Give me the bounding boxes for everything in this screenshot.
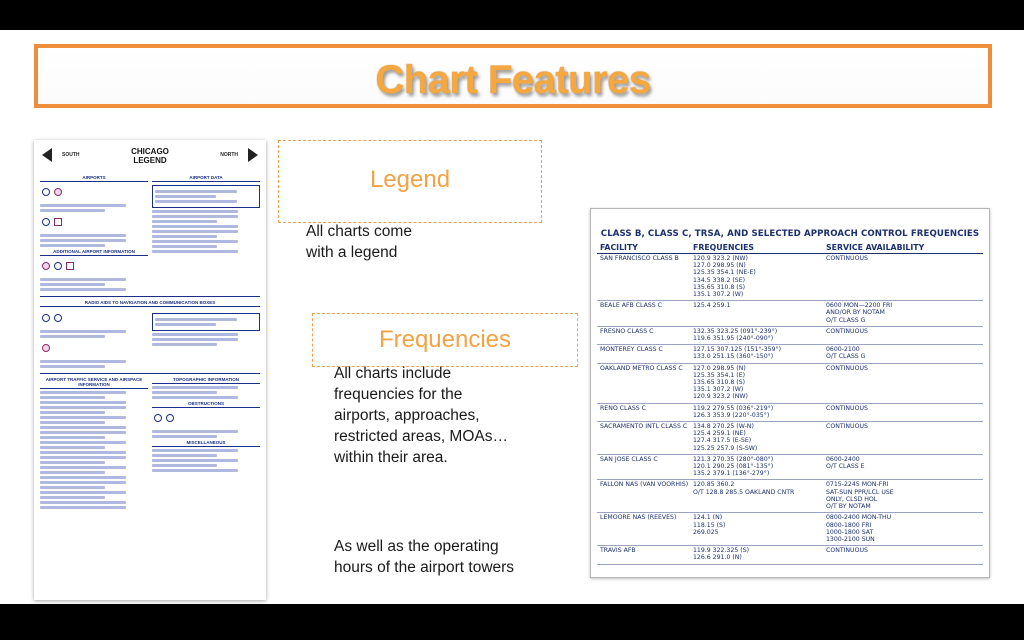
service-line: O/T BY NOTAM xyxy=(826,503,871,511)
legend-radio-aids-heading: RADIO AIDS TO NAVIGATION AND COMMUNICATION BOXES xyxy=(40,300,260,307)
frequency-line: 127.0 298.95 (N) xyxy=(693,262,746,270)
frequency-line: 119.9 322.325 (S) xyxy=(693,547,749,555)
service-line: ONLY, CLSD HOL xyxy=(826,495,878,503)
frequencies-cell xyxy=(693,255,826,298)
service-cell xyxy=(826,302,983,324)
table-row xyxy=(597,404,983,422)
legend-airport-data-heading: AIRPORT DATA xyxy=(152,175,260,182)
obstruction-symbol-icon xyxy=(154,414,162,422)
ndb-symbol-icon xyxy=(42,344,50,352)
legend-chart-header xyxy=(40,146,260,172)
frequency-line: O/T 128.8 285.5 OAKLAND CNTR xyxy=(693,488,795,496)
service-cell xyxy=(826,456,983,478)
frequency-line: 132.35 323.25 (091°-239°) xyxy=(693,327,778,335)
legend-airports-section xyxy=(40,175,260,293)
legend-label-box: Legend xyxy=(278,140,542,223)
legend-airspace-heading: AIRPORT TRAFFIC SERVICE AND AIRSPACE INFORMATION xyxy=(40,377,148,389)
tower-hours-description: As well as the operating hours of the airport towers xyxy=(334,538,515,576)
frequencies-cell xyxy=(693,346,826,360)
frequency-line: 125.25 257.9 (S-SW) xyxy=(693,444,758,452)
frequency-line: 126.6 291.0 (N) xyxy=(693,554,742,562)
table-row xyxy=(597,327,983,345)
table-row xyxy=(597,513,983,546)
service-cell xyxy=(826,365,983,401)
frequencies-cell xyxy=(693,302,826,324)
service-line: SAT-SUN PPR/LCL USE xyxy=(826,488,894,496)
table-row xyxy=(597,301,983,327)
frequencies-cell xyxy=(693,481,826,510)
frequency-line: 119.6 351.95 (240°-090°) xyxy=(693,335,774,343)
frequency-table-body xyxy=(597,254,983,565)
service-cell xyxy=(826,514,983,543)
frequency-line: 134.5 338.2 (SE) xyxy=(693,276,746,284)
table-row xyxy=(597,546,983,564)
column-header-facility: FACILITY xyxy=(600,243,638,252)
facility-cell: TRAVIS AFB xyxy=(600,547,636,555)
table-row xyxy=(597,480,983,513)
table-row xyxy=(597,364,983,404)
airport-symbol-icon xyxy=(54,188,62,196)
frequency-line: 120.9 323.2 (NW) xyxy=(693,255,748,262)
service-line: 0600 MON—2200 FRI xyxy=(826,302,893,310)
frequency-line: 120.9 323.2 (NW) xyxy=(693,393,748,401)
legend-obstructions-heading: OBSTRUCTIONS xyxy=(152,401,260,408)
frequencies-cell xyxy=(693,423,826,452)
legend-description: All charts come with a legend xyxy=(306,223,412,261)
service-cell xyxy=(826,346,983,360)
frequencies-cell xyxy=(693,456,826,478)
frequencies-cell xyxy=(693,405,826,419)
frequency-line: 125.35 354.1 (E) xyxy=(693,371,746,379)
frequency-line: 135.65 310.8 (S) xyxy=(693,379,746,387)
frequency-line: 269.025 xyxy=(693,528,719,536)
frequency-table-image xyxy=(590,208,990,578)
facility-cell: FRESNO CLASS C xyxy=(600,327,654,335)
legend-additional-info-heading: ADDITIONAL AIRPORT INFORMATION xyxy=(40,249,148,256)
table-row xyxy=(597,254,983,301)
facility-cell: SAN FRANCISCO CLASS B xyxy=(600,255,679,262)
service-line: CONTINUOUS xyxy=(826,547,868,555)
service-line: 0600-2100 xyxy=(826,346,860,354)
service-cell xyxy=(826,328,983,342)
service-cell xyxy=(826,423,983,452)
frequency-line: 135.2 379.1 (136°-279°) xyxy=(693,470,770,478)
frequency-line: 134.8 270.25 (W-N) xyxy=(693,423,754,431)
vortac-symbol-icon xyxy=(54,314,62,322)
frequency-line: 124.1 (N) xyxy=(693,514,723,522)
frequency-line: 126.3 353.9 (220°-035°) xyxy=(693,411,770,419)
frequency-line: 135.65 310.8 (S) xyxy=(693,283,746,291)
legend-north-label: NORTH xyxy=(220,152,238,158)
airport-symbol-icon xyxy=(42,188,50,196)
service-line: O/T CLASS E xyxy=(826,463,865,471)
service-line: 1300-2100 SUN xyxy=(826,535,875,543)
frequency-table-title: CLASS B, CLASS C, TRSA, AND SELECTED APPROACH CONTROL FREQUENCIES xyxy=(600,229,980,239)
frequency-line: 120.1 290.25 (081°-135°) xyxy=(693,463,774,471)
airport-symbol-icon xyxy=(42,262,50,270)
frequency-line: 125.35 354.1 (NE-E) xyxy=(693,269,756,277)
service-line: CONTINUOUS xyxy=(826,327,868,335)
frequency-line: 135.1 307.2 (W) xyxy=(693,386,744,394)
frequency-line: 133.0 251.15 (360°-150°) xyxy=(693,353,774,361)
obstruction-symbol-icon xyxy=(166,414,174,422)
frequency-line: 119.2 279.55 (036°-219°) xyxy=(693,404,774,412)
service-line: CONTINUOUS xyxy=(826,404,868,412)
legend-airports-heading: AIRPORTS xyxy=(40,175,148,182)
frequencies-cell xyxy=(693,365,826,401)
letterbox-bottom xyxy=(0,604,1024,640)
service-cell xyxy=(826,405,983,419)
table-row xyxy=(597,345,983,363)
service-cell xyxy=(826,547,983,561)
facility-cell: SACRAMENTO INTL CLASS C xyxy=(600,423,688,431)
airport-symbol-icon xyxy=(54,218,62,226)
facility-cell: RENO CLASS C xyxy=(600,404,646,412)
frequency-line: 121.3 270.35 (280°-080°) xyxy=(693,455,774,463)
frequency-line: 127.15 307.125 (151°-359°) xyxy=(693,346,782,354)
vor-symbol-icon xyxy=(42,314,50,322)
service-line: O/T CLASS G xyxy=(826,353,866,361)
table-row xyxy=(597,455,983,481)
frequencies-cell xyxy=(693,328,826,342)
facility-cell: MONTEREY CLASS C xyxy=(600,346,663,354)
facility-cell: LEMOORE NAS (REEVES) xyxy=(600,514,677,522)
airport-symbol-icon xyxy=(54,262,62,270)
frequencies-cell xyxy=(693,547,826,561)
frequencies-label-box: Frequencies xyxy=(312,313,578,367)
facility-cell: OAKLAND METRO CLASS C xyxy=(600,364,683,372)
column-header-service: SERVICE AVAILABILITY xyxy=(826,243,925,252)
facility-cell: FALLON NAS (VAN VOORHIS) xyxy=(600,481,689,489)
frequency-line: 135.1 307.2 (W) xyxy=(693,291,744,299)
frequencies-cell xyxy=(693,514,826,543)
airport-symbol-icon xyxy=(66,262,74,270)
slide-title: Chart Features xyxy=(375,58,651,102)
table-row xyxy=(597,422,983,455)
frequency-line: 127.0 298.95 (N) xyxy=(693,364,746,372)
frequency-line: 125.4 259.1 (NE) xyxy=(693,430,746,438)
column-header-frequencies: FREQUENCIES xyxy=(693,243,755,252)
service-line: 0800-2400 MON-THU xyxy=(826,514,892,522)
service-line: CONTINUOUS xyxy=(826,423,868,431)
legend-topographic-heading: TOPOGRAPHIC INFORMATION xyxy=(152,377,260,384)
service-line: CONTINUOUS xyxy=(826,255,868,262)
facility-cell: SAN JOSE CLASS C xyxy=(600,455,658,463)
service-line: 0800-1800 FRI xyxy=(826,521,872,529)
frequencies-description: All charts include frequencies for the airports, approaches, restricted areas, MOAs… within their area. xyxy=(334,365,508,466)
service-line: 0600-2400 xyxy=(826,455,860,463)
legend-subtitle: LEGEND xyxy=(133,156,167,165)
service-line: AND/OR BY NOTAM xyxy=(826,309,885,317)
arrow-right-icon xyxy=(248,148,258,162)
frequency-line: 120.85 360.2 xyxy=(693,481,735,489)
legend-south-label: SOUTH xyxy=(62,152,80,158)
presentation-slide xyxy=(0,30,1024,604)
service-line: 0715-2245 MON-FRI xyxy=(826,481,889,489)
service-cell xyxy=(826,255,983,298)
service-line: O/T CLASS G xyxy=(826,316,866,324)
title-banner xyxy=(34,44,992,108)
service-line: 1000-1800 SAT xyxy=(826,528,874,536)
frequency-line: 127.4 317.5 (E-SE) xyxy=(693,437,752,445)
facility-cell: BEALE AFB CLASS C xyxy=(600,302,662,310)
frequency-line: 118.15 (S) xyxy=(693,521,726,529)
sectional-legend-image xyxy=(34,140,266,600)
service-cell xyxy=(826,481,983,510)
airport-symbol-icon xyxy=(42,218,50,226)
frequency-line: 125.4 259.1 xyxy=(693,302,731,310)
frequency-table-header xyxy=(597,243,983,254)
legend-misc-heading: MISCELLANEOUS xyxy=(152,440,260,447)
legend-city-title: CHICAGO xyxy=(131,147,169,156)
service-line: CONTINUOUS xyxy=(826,364,868,372)
